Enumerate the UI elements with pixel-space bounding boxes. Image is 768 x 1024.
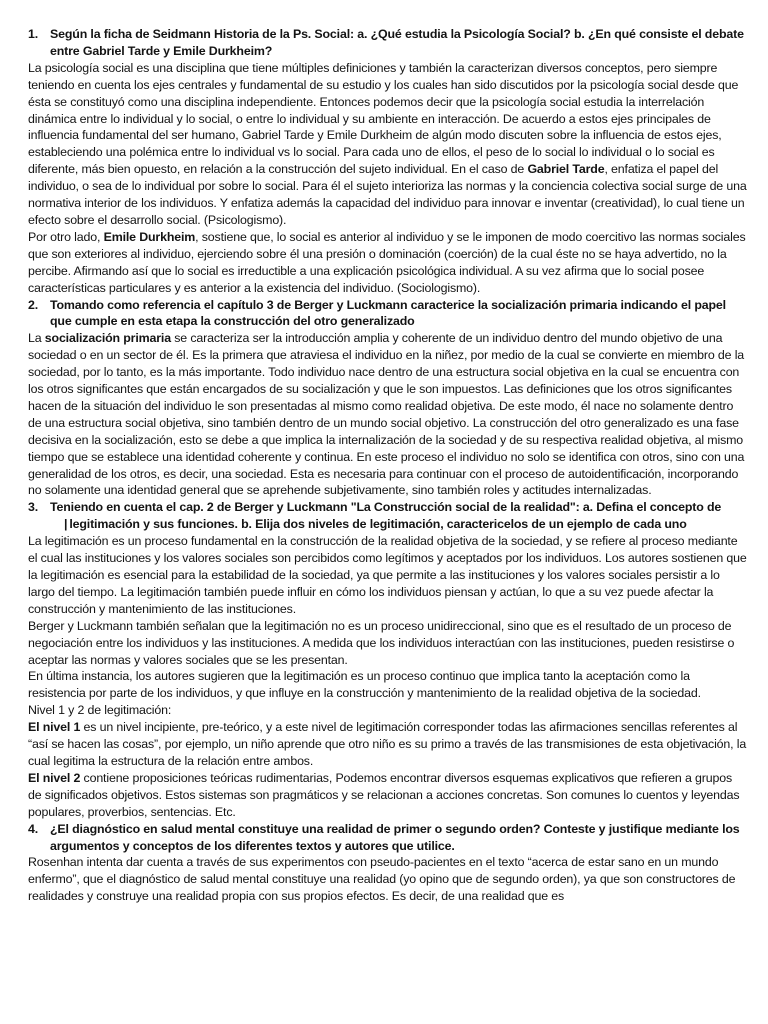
question-1 (28, 26, 748, 60)
bold-term-emile-durkheim: Emile Durkheim (103, 229, 196, 244)
answer-3-paragraph-1: La legitimación es un proceso fundamental en la construcción de la realidad objetiva de la sociedad, y se refiere al proceso mediante el cual las instituciones y los valores sociales son percibidos como legítimos y aceptados por los individuos. Los autores sostienen que la legitimación es esencial para la estabilidad de la sociedad, ya que permite a las instituciones y los valores sociales persistir a lo largo del tiempo. La legitimación también puede influir en cómo los individuos piensan y actúan, lo que a su vez puede afectar la construcción y mantenimiento de las instituciones. (28, 534, 747, 616)
question-number: 4. (28, 821, 39, 836)
answer-1-paragraph-2: Por otro lado, Emile Durkheim, sostiene que, lo social es anterior al individuo y se le imponen de modo coercitivo las normas sociales que son exteriores al individuo, ejerciendo sobre él una presión o dominación (coerción) de la cual éste no se haya advertido, no la percibe. Afirmando así que lo social es irreductible a una explicación psicológica individual. A su vez afirma que lo social posee características particulares y es anterior a la existencia del individuo. (Sociologismo). (28, 229, 746, 295)
question-text: Teniendo en cuenta el cap. 2 de Berger y Luckmann "La Construcción social de la realidad": a. Defina el concepto de | legitimación y sus funciones. b. Elija dos niveles de legitimación, caractericelos de un ejemplo de cada uno (50, 500, 722, 532)
answer-3-paragraph-2: Berger y Luckmann también señalan que la legitimación no es un proceso unidireccional, sino que es el resultado de un proceso de negociación entre los individuos y las instituciones. A medida que los individuos interactúan con las instituciones, pueden resistirse o aceptar las normas y valores sociales que se les presentan. (28, 618, 735, 667)
question-4 (28, 821, 748, 855)
answer-3-level-2: El nivel 2 contiene proposiciones teóricas rudimentarias, Podemos encontrar diversos esquemas explicativos que refieren a grupos de significados objetivos. Estos sistemas son pragmáticos y se relacionan a acciones concretas. Son comunes lo cuentos y leyendas populares, proverbios, sentencias. Etc. (28, 770, 740, 819)
answer-3-levels-heading: Nivel 1 y 2 de legitimación: (28, 703, 172, 718)
answer-2-paragraph: La socialización primaria se caracteriza ser la introducción amplia y coherente de un individuo dentro del mundo objetivo de una sociedad o en un sector de él. Es la primera que atraviesa el individuo en la niñez, por medio de la cual se convierte en miembro de la sociedad, por lo tanto, es la más importante. Todo individuo nace dentro de una estructura social objetiva en la cual se encuentra con los otros significantes que están encargados de su socialización y que le son impuestos. Las definiciones que los otros significantes hacen de la situación del individuo le son presentadas al mismo como realidad objetiva. De este modo, él nace no solamente dentro de una estructura social objetiva, sino también dentro de un mundo social objetivo. La construcción del otro generalizado es una fase decisiva en la socialización, esto se debe a que implica la internalización de la sociedad y de su respectiva realidad objetiva, al mismo tiempo que se establece una identidad coherente y continua. En este proceso el individuo no solo se identifica con otros, sino con una generalidad de los otros, es decir, una sociedad. Esta es necesaria para continuar con el proceso de autoidentificación, incorporando no solamente una identidad general que se aprehende subjetivamente, sino también roles y actitudes internalizadas. (28, 331, 745, 498)
bold-term-gabriel-tarde: Gabriel Tarde (527, 162, 605, 177)
question-number: 1. (28, 27, 39, 41)
bold-term-socializacion-primaria: socialización primaria (44, 331, 171, 346)
bold-term-nivel-2: El nivel 2 (28, 770, 81, 785)
question-number: 3. (28, 500, 39, 515)
text-cursor-bar: | (64, 517, 68, 532)
answer-1-paragraph-1: La psicología social es una disciplina que tiene múltiples definiciones y también la caracterizan diversos conceptos, pero siempre teniendo en cuenta los ejes centrales y fundamental de su estudio y los cuales han sido discutidos por la psicología social desde que ésta se constituyó como una disciplina independiente. Entonces podemos decir que la psicología social estudia la interrelación dinámica entre lo individual y lo social, o entre lo individual y su ambiente en interacción. De acuerdo a estos ejes principales de influencia fundamental del ser humano, Gabriel Tarde y Emile Durkheim de algún modo discuten sobre la influencia de estos ejes, estableciendo una polémica entre lo individual vs lo social. Para cada uno de ellos, el peso de lo social lo individual o lo social es diferente, más bien opuesto, en relación a la construcción del sujeto individual. En el caso de Gabriel Tarde, enfatiza el papel del individuo, o sea de lo individual por sobre lo social. Para él el sujeto interioriza las normas y la conciencia colectiva social surge de una normativa interior de los individuos. Y enfatiza además la capacidad del individuo para innovar e inventar (creatividad), lo cual tiene un efecto sobre el desarrollo social. (Psicologismo). (28, 60, 747, 227)
answer-4-paragraph: Rosenhan intenta dar cuenta a través de sus experimentos con pseudo-pacientes en el texto “acerca de estar sano en un mundo enfermo”, que el diagnóstico de salud mental constituye una realidad (yo opino que de segundo orden), ya que son constructores de realidades y construye una realidad propia con sus propios efectos. Es decir, de una realidad que es (28, 855, 736, 904)
question-2 (28, 297, 748, 331)
question-text: Según la ficha de Seidmann Historia de la Ps. Social: a. ¿Qué estudia la Psicología Social? b. ¿En qué consiste el debate entre Gabriel Tarde y Emile Durkheim? (50, 27, 744, 58)
answer-3-level-1: El nivel 1 es un nivel incipiente, pre-teórico, y a este nivel de legitimación corresponder todas las afirmaciones sencillas referentes al “así se hacen las cosas”, por ejemplo, un niño aprende que otro niño es su primo a través de las transmisiones de esta objetivación, la cual legitima la estructura de la relación entre ambos. (28, 720, 747, 768)
answer-3-paragraph-3: En última instancia, los autores sugieren que la legitimación es un proceso continuo que implica tanto la aceptación como la resistencia por parte de los individuos, y que influye en la construcción y mantenimiento de la realidad objetiva de la sociedad. (28, 669, 701, 701)
question-text: Tomando como referencia el capítulo 3 de Berger y Luckmann caracterice la socialización primaria indicando el papel que cumple en esta etapa la construcción del otro generalizado (50, 297, 726, 329)
question-number: 2. (28, 297, 39, 312)
question-3 (28, 499, 748, 533)
bold-term-nivel-1: El nivel 1 (28, 720, 81, 735)
question-text: ¿El diagnóstico en salud mental constituye una realidad de primer o segundo orden? Conteste y justifique mediante los argumentos y conceptos de los diferentes textos y autores que utilice. (50, 821, 740, 853)
